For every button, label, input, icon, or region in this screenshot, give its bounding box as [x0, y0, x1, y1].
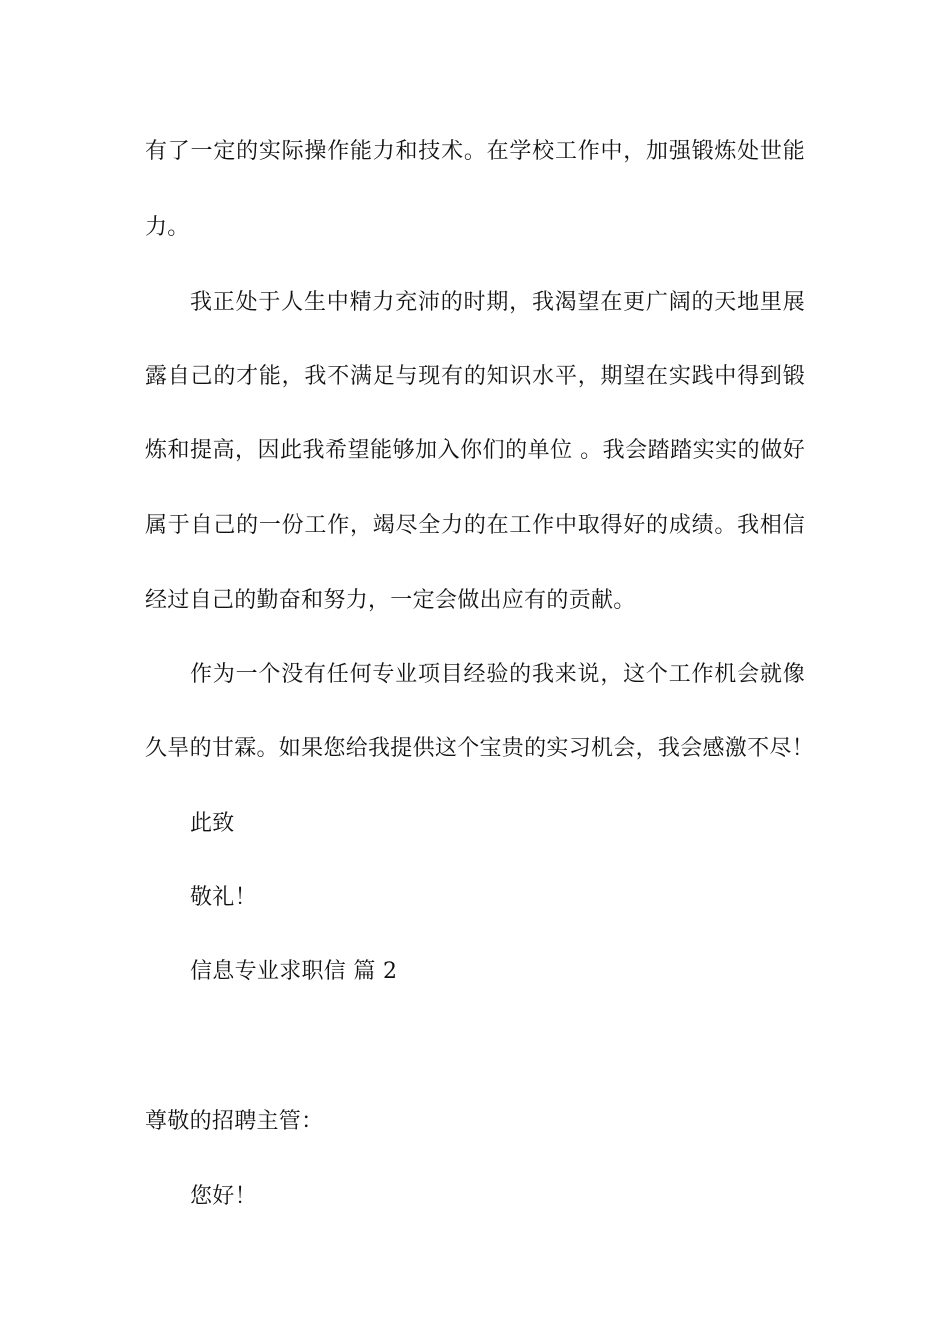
- greeting-line: 您好！: [190, 1184, 257, 1209]
- greeting-recipient: 尊敬的招聘主管：: [145, 1109, 324, 1134]
- paragraph-line: 久旱的甘霖。如果您给我提供这个宝贵的实习机会，我会感激不尽！: [145, 736, 815, 761]
- closing-regards: 敬礼！: [190, 885, 257, 910]
- paragraph-line: 炼和提高，因此我希望能够加入你们的单位 。我会踏踏实实的做好: [145, 438, 805, 463]
- section-heading: 信息专业求职信 篇 2: [190, 959, 398, 984]
- paragraph-line: 我正处于人生中精力充沛的时期，我渴望在更广阔的天地里展: [190, 290, 805, 315]
- closing-salutation: 此致: [190, 811, 235, 836]
- paragraph-line: 有了一定的实际操作能力和技术。在学校工作中，加强锻炼处世能: [145, 139, 805, 164]
- paragraph-line: 作为一个没有任何专业项目经验的我来说，这个工作机会就像: [190, 662, 805, 687]
- paragraph-line: 经过自己的勤奋和努力，一定会做出应有的贡献。: [145, 588, 636, 613]
- paragraph-line: 属于自己的一份工作，竭尽全力的在工作中取得好的成绩。我相信: [145, 513, 805, 538]
- paragraph-line: 露自己的才能，我不满足与现有的知识水平，期望在实践中得到锻: [145, 364, 805, 389]
- paragraph-line: 力。: [145, 215, 190, 240]
